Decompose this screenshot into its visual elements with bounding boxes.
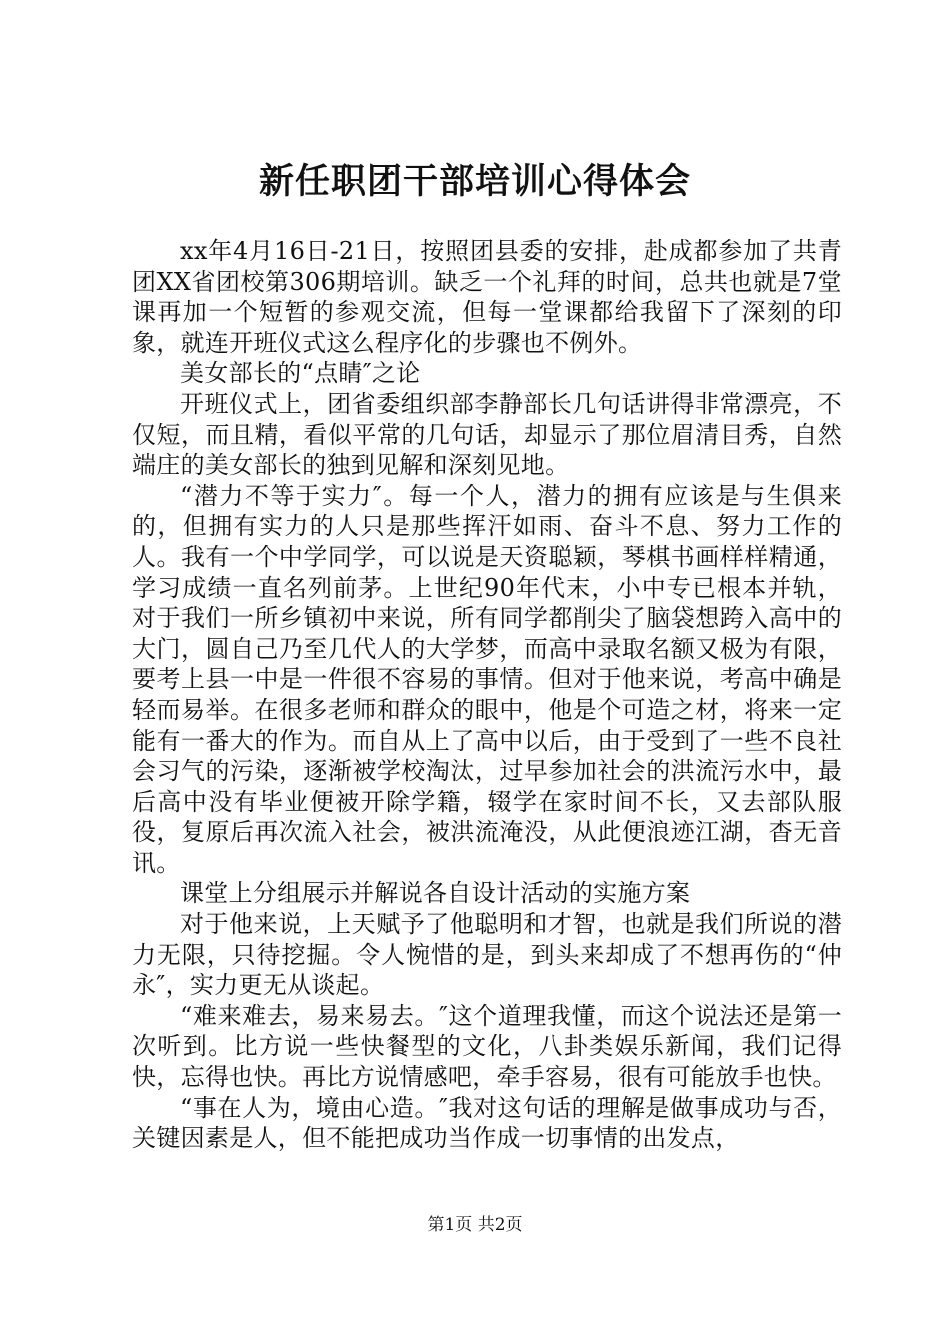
paragraph-easy-come: “难来难去，易来易去。″这个道理我懂，而这个说法还是第一次听到。比方说一些快餐型的文化，八卦类娱乐新闻，我们记得快，忘得也快。再比方说情感吧，牵手容易，很有可能放手也快。 (132, 1001, 842, 1092)
section-heading-dianjing: 美女部长的“点睛″之论 (180, 359, 421, 388)
paragraph-intro: xx年4月16日-21日，按照团县委的安排，赴成都参加了共青团XX省团校第306期培训。缺乏一个礼拜的时间，总共也就是7堂课再加一个短暂的参观交流，但每一堂课都给我留下了深刻的印象，就连开班仪式这么程序化的步骤也不例外。 (132, 237, 842, 357)
section-heading-group-display: 课堂上分组展示并解说各自设计活动的实施方案 (180, 879, 691, 908)
paragraph-opening-ceremony: 开班仪式上，团省委组织部李静部长几句话讲得非常漂亮，不仅短，而且精，看似平常的几句话，却显示了那位眉清目秀，自然端庄的美女部长的独到见解和深刻见地。 (132, 389, 842, 480)
paragraph-talent: 对于他来说，上天赋予了他聪明和才智，也就是我们所说的潜力无限，只待挖掘。令人惋惜的是，到头来却成了不想再伤的“仲永″，实力更无从谈起。 (132, 910, 842, 1000)
document-body (132, 236, 842, 1154)
paragraph-human-effort: “事在人为，境由心造。″我对这句话的理解是做事成功与否，关键因素是人，但不能把成功当作成一切事情的出发点， (132, 1093, 842, 1153)
page-footer: 第1页 共2页 (427, 1215, 523, 1235)
paragraph-potential: “潜力不等于实力″。每一个人，潜力的拥有应该是与生俱来的，但拥有实力的人只是那些挥汗如雨、奋斗不息、努力工作的人。我有一个中学同学，可以说是天资聪颖，琴棋书画样样精通，学习成绩一直名列前茅。上世纪90年代末，小中专已根本并轨，对于我们一所乡镇初中来说，所有同学都削尖了脑袋想跨入高中的大门，圆自己乃至几代人的大学梦，而高中录取名额又极为有限，要考上县一中是一件很不容易的事情。但对于他来说，考高中确是轻而易举。在很多老师和群众的眼中，他是个可造之材，将来一定能有一番大的作为。而自从上了高中以后，由于受到了一些不良社会习气的污染，逐渐被学校淘汰，过早参加社会的洪流污水中，最后高中没有毕业便被开除学籍，辍学在家时间不长，又去部队服役，复原后再次流入社会，被洪流淹没，从此便浪迹江湖，杳无音讯。 (132, 481, 842, 877)
page-title: 新任职团干部培训心得体会 (258, 161, 691, 202)
